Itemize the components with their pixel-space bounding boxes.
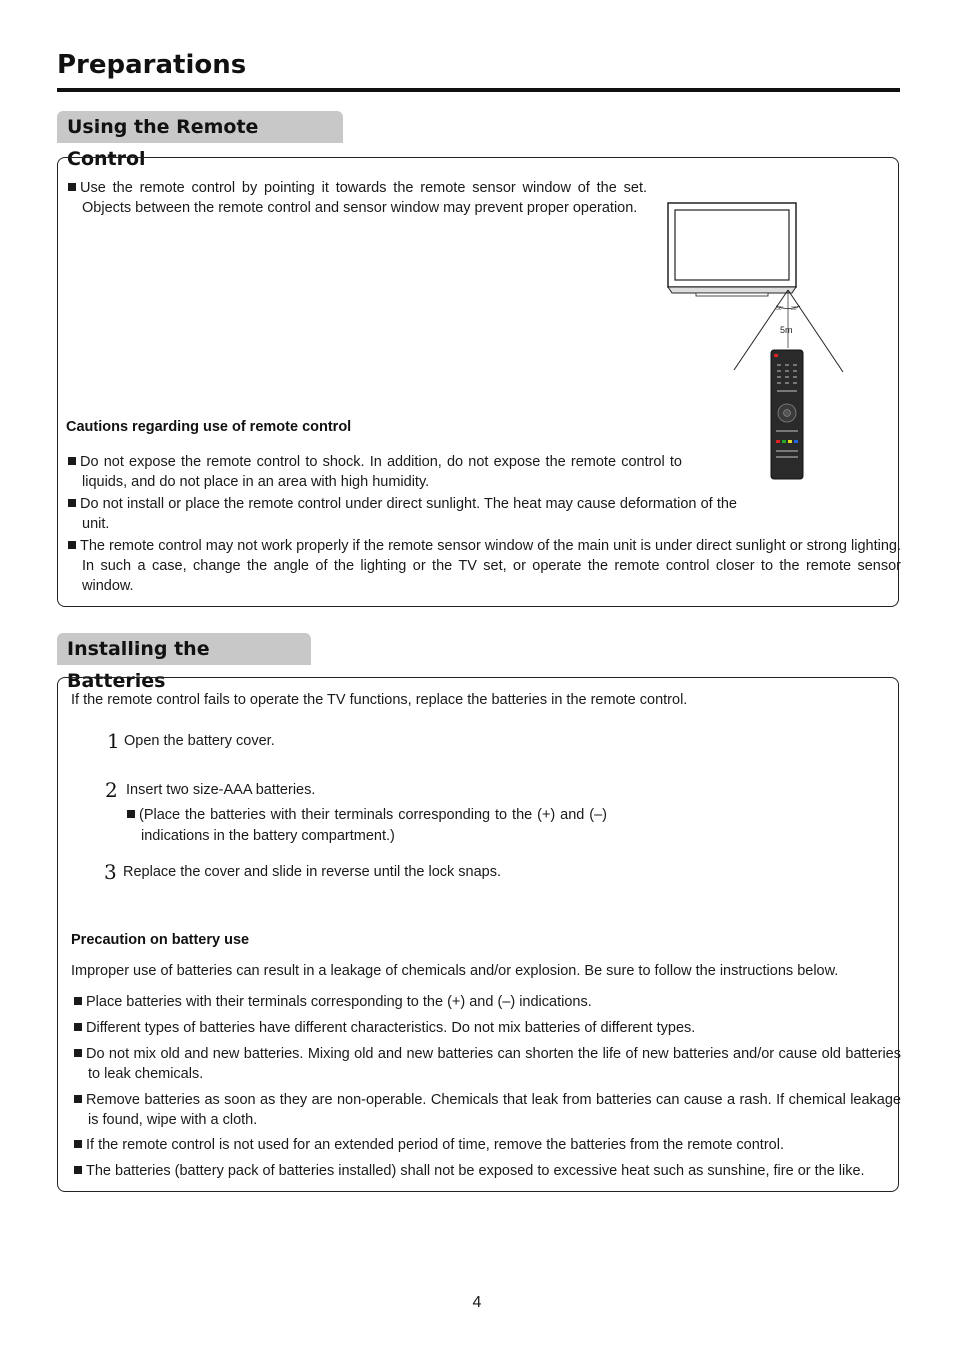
precaution-item-1: Place batteries with their terminals corresponding to the (+) and (–) indications. [74,992,901,1012]
caution-item-3: The remote control may not work properly if the remote sensor window of the main unit is under direct sunlight or strong lighting. In such a case, change the angle of the lighting or the TV set, or operate the remote control closer to the remote sensor window. [68,536,901,596]
bullet-square-icon [74,997,82,1005]
step-number-2: 2 [105,778,118,802]
precaution-item-6: The batteries (battery pack of batteries installed) shall not be exposed to excessive heat such as sunshine, fire or the like. [74,1161,901,1181]
precaution-heading: Precaution on battery use [71,932,250,948]
left-angle-label: 30° [776,306,784,312]
caution-item-2: Do not install or place the remote control under direct sunlight. The heat may cause deformation of the unit. [68,494,737,534]
right-angle-label: 30° [791,306,799,312]
step-number-1: 1 [107,729,120,753]
section-heading-batteries: Installing the Batteries [57,633,311,665]
cautions-heading: Cautions regarding use of remote control [66,419,352,435]
title-rule [57,88,900,92]
bullet-square-icon [68,499,76,507]
bullet-square-icon [127,810,135,818]
page-title: Preparations [57,50,247,80]
step-2-note: (Place the batteries with their terminals corresponding to the (+) and (–) indications in the battery compartment.) [127,805,607,847]
bullet-square-icon [68,183,76,191]
page-number: 4 [472,1294,482,1311]
step-text-3: Replace the cover and slide in reverse until the lock snaps. [123,864,502,880]
precaution-item-3: Do not mix old and new batteries. Mixing old and new batteries can shorten the life of new batteries and/or cause old batteries to leak chemicals. [74,1044,901,1084]
precaution-item-4: Remove batteries as soon as they are non-operable. Chemicals that leak from batteries can cause a rash. If chemical leakage is found, wipe with a cloth. [74,1090,901,1130]
bullet-square-icon [74,1166,82,1174]
caution-item-1: Do not expose the remote control to shock. In addition, do not expose the remote control to liquids, and do not place in an area with high humidity. [68,452,682,492]
remote-pointing-diagram [660,198,860,488]
bullet-square-icon [68,541,76,549]
precaution-item-5: If the remote control is not used for an extended period of time, remove the batteries from the remote control. [74,1135,901,1155]
bullet-square-icon [74,1023,82,1031]
batteries-intro: If the remote control fails to operate the TV functions, replace the batteries in the remote control. [71,692,688,708]
section-heading-remote: Using the Remote Control [57,111,343,143]
tv-illustration [668,203,796,296]
bullet-square-icon [68,457,76,465]
bullet-square-icon [74,1049,82,1057]
remote-intro: Use the remote control by pointing it towards the remote sensor window of the set. Objects between the remote control and sensor window may prevent proper operation. [68,178,647,218]
bullet-square-icon [74,1140,82,1148]
step-text-2: Insert two size-AAA batteries. [126,782,316,798]
remote-control-illustration [771,350,803,479]
precaution-item-2: Different types of batteries have different characteristics. Do not mix batteries of different types. [74,1018,901,1038]
step-number-3: 3 [104,860,117,884]
distance-label: 5m [780,325,793,335]
bullet-square-icon [74,1095,82,1103]
precaution-intro: Improper use of batteries can result in a leakage of chemicals and/or explosion. Be sure to follow the instructions below. [71,963,839,979]
step-text-1: Open the battery cover. [124,733,275,749]
